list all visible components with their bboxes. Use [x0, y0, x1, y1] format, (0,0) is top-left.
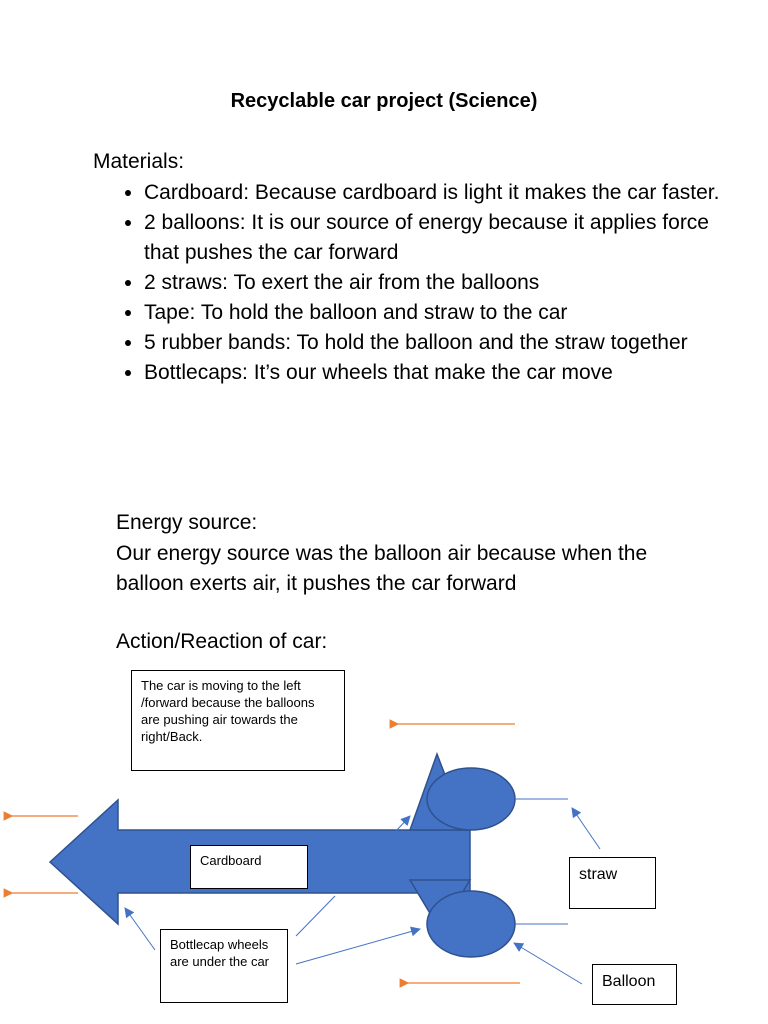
balloon-label: Balloon [592, 964, 677, 1005]
cardboard-label: Cardboard [190, 845, 308, 889]
material-item-bottlecaps: • Bottlecaps: It’s our wheels that make the car move [144, 358, 724, 388]
pointer-wheel-right [296, 929, 420, 964]
pointer-balloon [514, 943, 582, 984]
pointer-cardboard [296, 896, 335, 936]
document-title: Recyclable car project (Science) [230, 90, 538, 112]
action-heading: Action/Reaction of car: [116, 630, 328, 653]
energy-text: Our energy source was the balloon air because when the balloon exerts air, it pushes the car forward [116, 542, 648, 595]
wheels-label: Bottlecap wheels are under the car [160, 929, 288, 1003]
straw-label: straw [569, 857, 656, 909]
balloon-bottom [427, 891, 515, 957]
energy-heading: Energy source: [116, 511, 258, 534]
description-box: The car is moving to the left /forward because the balloons are pushing air towards the right/Back. [131, 670, 345, 771]
materials-heading: Materials: [93, 150, 185, 173]
material-item-balloons: • 2 balloons: It is our source of energy because it applies force that pushes the car forward [144, 208, 724, 268]
material-item-straws: • 2 straws: To exert the air from the balloons [144, 268, 724, 298]
material-item-cardboard: • Cardboard: Because cardboard is light it makes the car faster. [144, 178, 724, 208]
pointer-wheel-left [125, 908, 155, 950]
material-item-rubber-bands: • 5 rubber bands: To hold the balloon and the straw together [144, 328, 724, 358]
balloon-top [427, 768, 515, 830]
pointer-straw [572, 808, 600, 849]
material-item-tape: • Tape: To hold the balloon and straw to the car [144, 298, 724, 328]
